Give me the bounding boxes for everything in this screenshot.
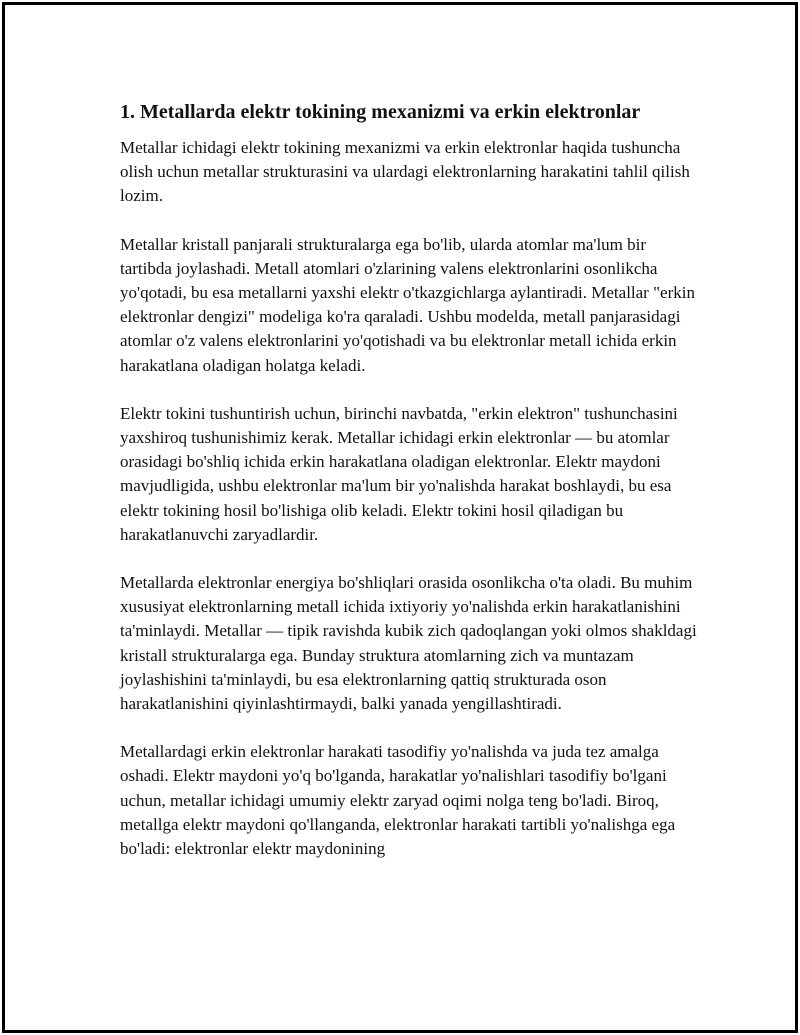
document-body — [120, 100, 700, 885]
section-heading: 1. Metallarda elektr tokining mexanizmi va erkin elektronlar — [120, 101, 641, 123]
paragraph-5: Metallardagi erkin elektronlar harakati tasodifiy yo'nalishda va juda tez amalga oshadi. Elektr maydoni yo'q bo'lganda, harakatlar yo'nalishlari tasodifiy bo'lgani uchun, metallar ichidagi umumiy elektr zaryad oqimi nolga teng bo'ladi. Biroq, metallga elektr maydoni qo'llanganda, elektronlar harakati tartibli yo'nalishga ega bo'ladi: elektronlar elektr maydonining — [120, 742, 676, 859]
paragraph-4: Metallarda elektronlar energiya bo'shliqlari orasida osonlikcha o'ta oladi. Bu muhim xususiyat elektronlarning metall ichida ixtiyoriy yo'nalishda erkin harakatlanishini ta'minlaydi. Metallar — tipik ravishda kubik zich qadoqlangan yoki olmos shakldagi kristall strukturalarga ega. Bunday struktura atomlarning zich va muntazam joylashishini ta'minlaydi, bu esa elektronlarning qattiq strukturada oson harakatlanishini qiyinlashtirmaydi, balki yanada yengillashtiradi. — [120, 573, 697, 714]
page-frame — [2, 2, 798, 1033]
paragraph-3: Elektr tokini tushuntirish uchun, birinchi navbatda, "erkin elektron" tushunchasini yaxshiroq tushunishimiz kerak. Metallar ichidagi erkin elektronlar — bu atomlar orasidagi bo'shliq ichida erkin harakatlana oladigan elektronlar. Elektr maydoni mavjudligida, ushbu elektronlar ma'lum bir yo'nalishda harakat boshlaydi, bu esa elektr tokining hosil bo'lishiga olib keladi. Elektr tokini hosil qiladigan bu harakatlanuvchi zaryadlardir. — [120, 403, 678, 544]
paragraph-1: Metallar ichidagi elektr tokining mexanizmi va erkin elektronlar haqida tushuncha olish uchun metallar strukturasini va ulardagi elektronlarning harakatini tahlil qilish lozim. — [120, 138, 690, 206]
paragraph-2: Metallar kristall panjarali strukturalarga ega bo'lib, ularda atomlar ma'lum bir tartibda joylashadi. Metall atomlari o'zlarining valens elektronlarini osonlikcha yo'qotadi, bu esa metallarni yaxshi elektr o'tkazgichlarga aylantiradi. Metallar "erkin elektronlar dengizi" modeliga ko'ra qaraladi. Ushbu modelda, metall panjarasidagi atomlar o'z valens elektronlarini yo'qotishadi va bu elektronlar metall ichida erkin harakatlana oladigan holatga keladi. — [120, 234, 695, 375]
